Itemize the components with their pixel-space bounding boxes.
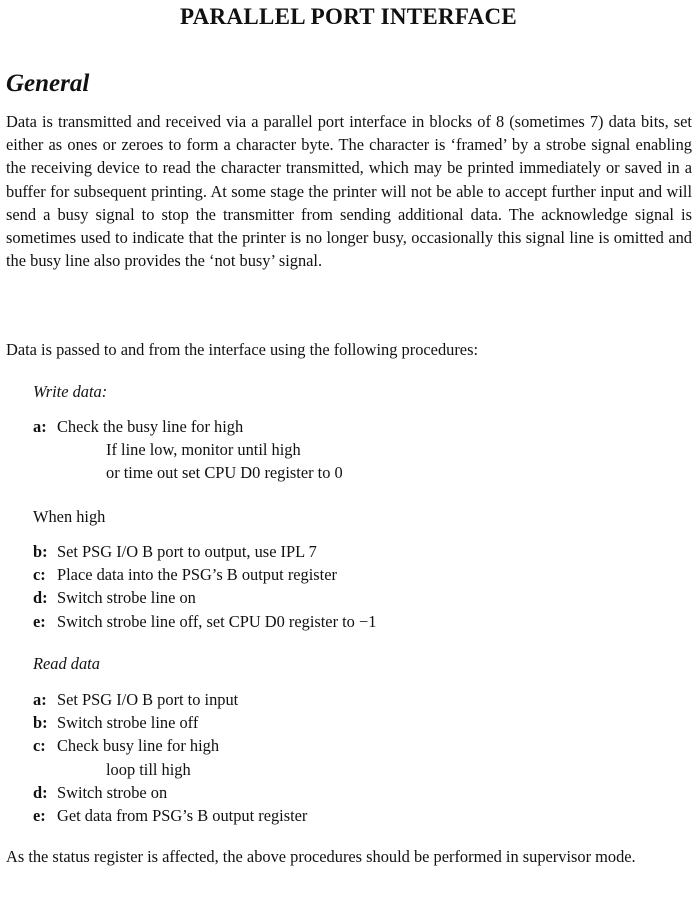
read-step-e — [33, 804, 673, 827]
step-text: Switch strobe line off, set CPU D0 register to −1 — [57, 611, 377, 631]
write-step-e — [33, 610, 673, 633]
procedures-intro-paragraph: Data is passed to and from the interface using the following procedures: — [6, 340, 478, 359]
when-high-group — [33, 505, 673, 528]
read-step-c-sub-1: loop till high — [106, 759, 191, 779]
page-title: PARALLEL PORT INTERFACE — [179, 4, 518, 29]
write-steps-b-e — [33, 540, 673, 633]
step-text: Switch strobe line on — [57, 588, 196, 608]
step-text: Check busy line for high — [57, 736, 220, 756]
read-step-a — [33, 688, 673, 711]
step-letter: d: — [33, 588, 48, 608]
step-letter: e: — [33, 806, 46, 826]
read-step-b — [33, 711, 673, 734]
read-steps — [33, 688, 673, 827]
read-data-section — [33, 652, 673, 675]
write-step-b — [33, 540, 673, 563]
read-data-label: Read data — [33, 654, 100, 673]
step-letter: e: — [33, 611, 46, 631]
step-text: Set PSG I/O B port to input — [57, 690, 239, 709]
write-step-d — [33, 586, 673, 609]
when-high-label: When high — [33, 507, 106, 526]
step-letter: d: — [33, 782, 48, 802]
step-letter: a: — [33, 690, 47, 709]
step-letter: c: — [33, 736, 46, 756]
step-letter: b: — [33, 542, 48, 561]
write-data-section — [33, 380, 673, 403]
read-step-c — [33, 734, 673, 757]
intro-paragraph: Data is transmitted and received via a parallel port interface in blocks of 8 (sometimes 7) data bits, set either as ones or zeroes to form a character byte. The character is ‘framed’ by a strobe signal enabling the receiving device to read the character transmitted, which may be printed immediately or saved in a buffer for subsequent printing. At some stage the printer will not be able to accept further input and will send a busy signal to stop the transmitter from sending additional data. The acknowledge signal is sometimes used to indicate that the printer is no longer busy, occasionally this signal line is omitted and the busy line also provides the ‘not busy’ signal. — [6, 112, 692, 271]
step-letter: c: — [33, 565, 46, 585]
step-text: Place data into the PSG’s B output register — [57, 565, 337, 585]
write-step-c — [33, 563, 673, 586]
step-text: Switch strobe on — [57, 782, 168, 802]
step-letter: b: — [33, 713, 48, 733]
write-data-label: Write data: — [33, 382, 108, 401]
step-text: Check the busy line for high — [57, 417, 244, 436]
section-heading-general: General — [6, 70, 90, 97]
step-text: Switch strobe line off — [57, 713, 199, 733]
write-step-a-group — [33, 415, 673, 485]
step-text: Get data from PSG’s B output register — [57, 806, 308, 826]
write-step-a-sub-2: or time out set CPU D0 register to 0 — [106, 463, 343, 483]
write-step-a-sub-1: If line low, monitor until high — [106, 440, 301, 460]
read-step-d — [33, 781, 673, 804]
write-step-a — [33, 415, 673, 438]
step-text: Set PSG I/O B port to output, use IPL 7 — [57, 542, 317, 561]
step-letter: a: — [33, 417, 47, 436]
closing-paragraph: As the status register is affected, the above procedures should be performed in supervisor mode. — [6, 847, 636, 866]
